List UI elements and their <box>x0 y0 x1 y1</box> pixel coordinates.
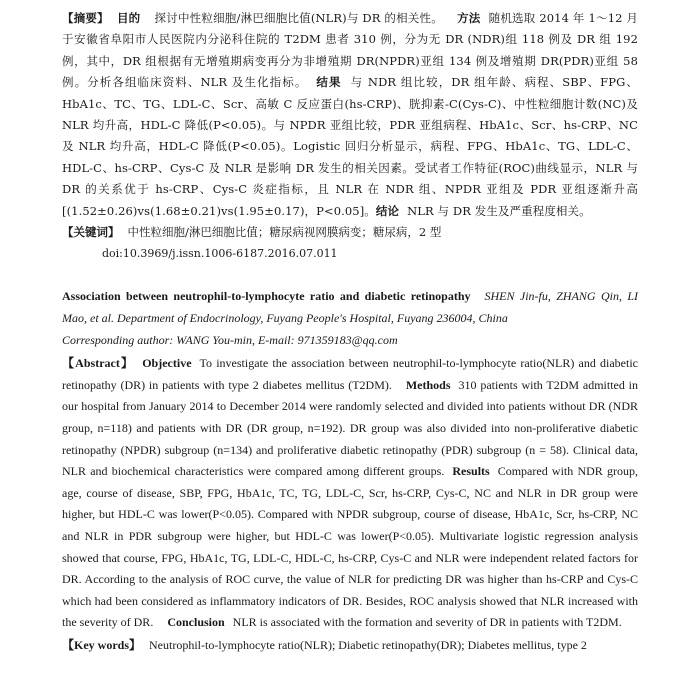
english-title-block <box>62 286 638 351</box>
chinese-abstract <box>62 8 638 222</box>
en-affiliation: Department of Endocrinology, Fuyang People's Hospital, Fuyang 236004, China <box>117 311 508 326</box>
en-article-title: Association between neutrophil-to-lymphocyte ratio and diabetic retinopathy <box>62 289 471 304</box>
en-methods-text: 310 patients with T2DM admitted in our hospital from January 2014 to December 2014 were randomly selected and divided into patients without DR (NDR group, n=118) and patients with DR (DR group, n=192). DR group was also divided into non-proliferative diabetic retinopathy (NPDR) subgroup (n=134) and proliferative diabetic retinopathy (PDR) subgroup (n = 58). Clinical data, NLR and biochemical characteristics were compared among different groups. <box>62 377 638 479</box>
en-keywords-label: 【Key words】 <box>62 637 141 652</box>
en-authors: SHEN Jin-fu, ZHANG Qin, LI Mao, et al. <box>62 289 639 326</box>
en-conclusion-text: NLR is associated with the formation and severity of DR in patients with T2DM. <box>232 615 622 630</box>
zh-keywords-label: 【关键词】 <box>62 225 120 240</box>
zh-conclusion-head: 结论 <box>375 203 400 218</box>
en-objective-text: To investigate the association between neutrophil-to-lymphocyte ratio(NLR) and diabetic retinopathy (DR) in patients with type 2 diabetes mellitus (T2DM). <box>62 356 638 392</box>
zh-keywords <box>62 222 638 243</box>
english-abstract <box>62 353 638 634</box>
en-conclusion-head: Conclusion <box>167 615 225 630</box>
en-keywords <box>62 635 638 657</box>
zh-abstract-label: 【摘要】 <box>62 11 109 25</box>
zh-methods-head: 方法 <box>456 11 481 25</box>
en-results-head: Results <box>452 464 490 479</box>
zh-objective-head: 目的 <box>116 11 141 25</box>
doi: doi:10.3969/j.issn.1006-6187.2016.07.011 <box>102 247 338 261</box>
en-keywords-text: Neutrophil-to-lymphocyte ratio(NLR); Diabetic retinopathy(DR); Diabetes mellitus, type 2 <box>149 637 587 652</box>
zh-objective-text: 探讨中性粒细胞/淋巴细胞比值(NLR)与 DR 的相关性。 <box>154 11 443 25</box>
zh-keywords-text: 中性粒细胞/淋巴细胞比值；糖尿病视网膜病变；糖尿病，2 型 <box>127 225 442 240</box>
article-page <box>62 8 638 657</box>
zh-conclusion-text: NLR 与 DR 发生及严重程度相关。 <box>407 203 591 218</box>
zh-methods-text: 随机选取 2014 年 1～12 月于安徽省阜阳市人民医院内分泌科住院的 T2DM 患者 310 例，分为无 DR (NDR)组 118 例及 DR 组 192 例，其中，DR 组根据有无增殖期病变再分为非增殖期 DR(NPDR)亚组 134 例及增殖期 DR(PDR)亚组 58 例。分析各组临床资料、NLR 及生化指标。 <box>62 11 639 90</box>
en-abstract-label: 【Abstract】 <box>62 356 135 371</box>
zh-results-text: 与 NDR 组比较，DR 组年龄、病程、SBP、FPG、HbA1c、TC、TG、LDL-C、Scr、高敏 C 反应蛋白(hs-CRP)、胱抑素-C(Cys-C)、中性粒细胞计数(NC)及 NLR 均升高，HDL-C 降低(P<0.05)。与 NPDR 亚组比较，PDR 亚组病程、HbA1c、Scr、hs-CRP、NC 及 NLR 均升高，HDL-C 降低(P<0.05)。Logistic 回归分析显示，病程、FPG、HbA1c、TG、LDL-C、HDL-C、hs-CRP、Cys-C 及 NLR 是影响 DR 发生的相关因素。受试者工作特征(ROC)曲线显示，NLR 与 DR 的关系优于 hs-CRP、Cys-C 炎症指标，且 NLR 在 NDR 组、NPDR 亚组及 PDR 亚组逐渐升高[(1.52±0.26)vs(1.68±0.21)vs(1.95±0.17)，P<0.05]。 <box>62 75 638 218</box>
en-objective-head: Objective <box>142 356 192 371</box>
zh-results-head: 结果 <box>315 75 342 90</box>
en-corresponding-author: Corresponding author: WANG You-min, E-mail: 971359183@qq.com <box>62 332 398 347</box>
en-results-text: Compared with NDR group, age, course of disease, SBP, FPG, HbA1c, TC, TG, LDL-C, Scr, hs-CRP, Cys-C, NC and NLR in DR group were higher, but HDL-C was lower(P<0.05). Compared with NPDR subgroup, course of disease, HbA1c, Scr, hs-CRP, NC and NLR in PDR subgroup were higher, but HDL-C was lower(P<0.05). Multivariate logistic regression analysis showed that course, FPG, HbA1c, TG, LDL-C, HDL-C, hs-CRP, Cys-C and NLR were independent related factors for DR. According to the analysis of ROC curve, the value of NLR for predicting DR was higher than hs-CRP and Cys-C which had been considered as inflammatory indicators of DR. Besides, ROC analysis showed that NLR increased with the severity of DR. <box>62 464 638 630</box>
en-methods-head: Methods <box>405 377 451 392</box>
